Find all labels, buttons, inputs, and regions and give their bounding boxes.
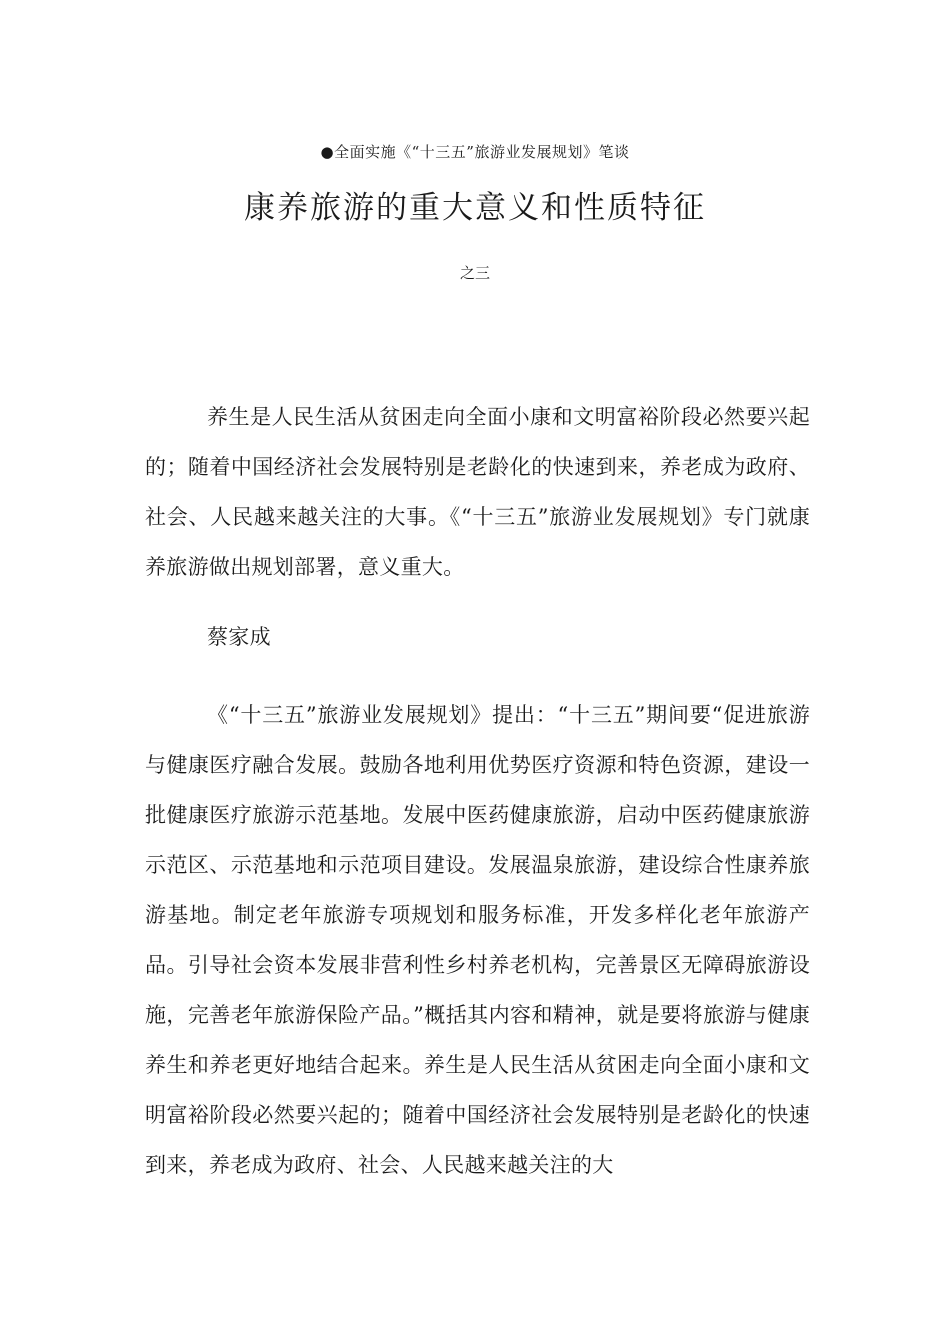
- part-number: 之三: [459, 264, 490, 282]
- series-heading: ●全面实施《“十三五”旅游业发展规划》笔谈: [320, 143, 630, 161]
- article-title: 康养旅游的重大意义和性质特征: [244, 190, 706, 226]
- author-name: 蔡家成: [207, 625, 271, 649]
- body-paragraph: 《“十三五”旅游业发展规划》提出：“十三五”期间要“促进旅游与健康医疗融合发展。鼓励各地利用优势医疗资源和特色资源，建设一批健康医疗旅游示范基地。发展中医药健康旅游，启动中医药健康旅游示范区、示范基地和示范项目建设。发展温泉旅游，建设综合性康养旅游基地。制定老年旅游专项规划和服务标准，开发多样化老年旅游产品。引导社会资本发展非营利性乡村养老机构，完善景区无障碍旅游设施，完善老年旅游保险产品。”概括其内容和精神，就是要将旅游与健康养生和养老更好地结合起来。养生是人民生活从贫困走向全面小康和文明富裕阶段必然要兴起的；随着中国经济社会发展特别是老龄化的快速到来，养老成为政府、社会、人民越来越关注的大: [145, 703, 810, 1177]
- abstract-paragraph: 养生是人民生活从贫困走向全面小康和文明富裕阶段必然要兴起的；随着中国经济社会发展特别是老龄化的快速到来，养老成为政府、社会、人民越来越关注的大事。《“十三五”旅游业发展规划》专门就康养旅游做出规划部署，意义重大。: [145, 405, 810, 579]
